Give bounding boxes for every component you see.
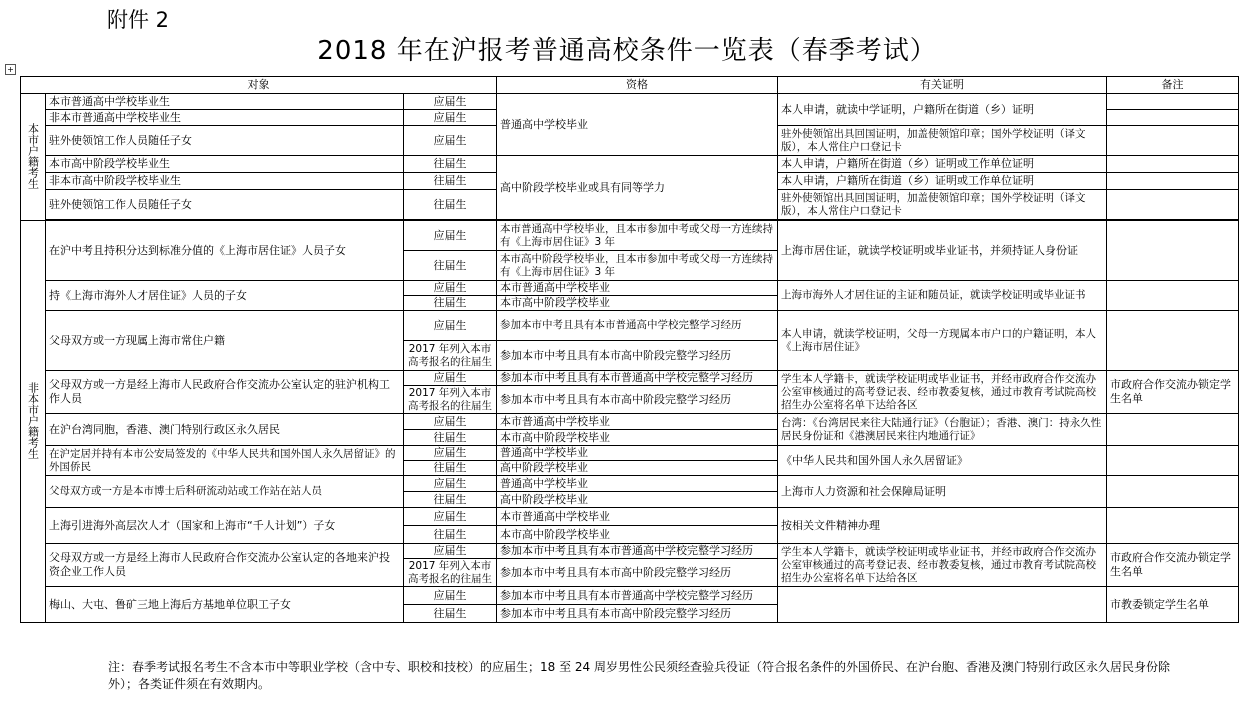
proof-cell: 本人申请，户籍所在街道（乡）证明或工作单位证明 [778,173,1107,190]
proof-cell: 本人申请，户籍所在街道（乡）证明或工作单位证明 [778,156,1107,173]
status-cell: 往届生 [404,173,497,190]
footnote: 注：春季考试报名考生不含本市中等职业学校（含中专、职校和技校）的应届生；18 至 24 周岁男性公民须经查验兵役证（符合报名条件的外国侨民、在沪台胞、香港及澳门特别行政区永久居民身份除外）；各类证件须在有效期内。 [108,660,1170,691]
qualification-cell: 高中阶段学校毕业 [497,492,778,508]
conditions-table [20,76,1239,623]
target-cell: 父母双方或一方现属上海市常住户籍 [46,311,404,371]
target-cell: 驻外使领馆工作人员随任子女 [46,190,404,220]
qualification-cell: 本市高中阶段学校毕业 [497,296,778,311]
status-cell: 应届生 [404,110,497,126]
proof-cell: 学生本人学籍卡，就读学校证明或毕业证书，并经市政府合作交流办公室审核通过的高考登记表、经市教委复核，通过市教育考试院高校招生办公室将名单下达给各区 [778,371,1107,414]
remark-cell: 市政府合作交流办锁定学生名单 [1107,371,1239,414]
remark-cell [1107,446,1239,476]
remark-cell [1107,476,1239,508]
target-cell: 在沪中考且持积分达到标准分值的《上海市居住证》人员子女 [46,221,404,281]
status-cell: 应届生 [404,446,497,461]
target-cell: 本市高中阶段学校毕业生 [46,156,404,173]
proof-cell: 按相关文件精神办理 [778,508,1107,544]
qualification-cell: 参加本市中考且具有本市高中阶段完整学习经历 [497,559,778,587]
proof-cell [778,587,1107,623]
status-cell: 往届生 [404,296,497,311]
status-cell: 往届生 [404,156,497,173]
target-cell: 父母双方或一方是本市博士后科研流动站或工作站在站人员 [46,476,404,508]
header-proof: 有关证明 [778,77,1107,94]
group-local: 本市户籍考生 [21,94,46,221]
qualification-cell: 本市高中阶段学校毕业 [497,526,778,544]
status-cell: 应届生 [404,221,497,251]
proof-cell: 学生本人学籍卡，就读学校证明或毕业证书，并经市政府合作交流办公室审核通过的高考登记表、经市教委复核，通过市教育考试院高校招生办公室将名单下达给各区 [778,544,1107,587]
page-title: 2018 年在沪报考普通高校条件一览表（春季考试） [317,36,937,66]
proof-cell: 《中华人民共和国外国人永久居留证》 [778,446,1107,476]
header-remark: 备注 [1107,77,1239,94]
status-cell: 2017 年列入本市高考报名的往届生 [404,559,497,587]
qualification-cell: 参加本市中考且具有本市高中阶段完整学习经历 [497,341,778,371]
remark-cell [1107,173,1239,190]
remark-cell [1107,126,1239,156]
proof-cell: 本人申请，就读中学证明，户籍所在街道（乡）证明 [778,94,1107,126]
status-cell: 应届生 [404,371,497,386]
remark-cell: 市教委锁定学生名单 [1107,587,1239,623]
status-cell: 2017 年列入本市高考报名的往届生 [404,341,497,371]
proof-cell: 上海市海外人才居住证的主证和随员证，就读学校证明或毕业证书 [778,281,1107,311]
proof-cell: 本人申请，就读学校证明，父母一方现属本市户口的户籍证明，本人《上海市居住证》 [778,311,1107,371]
remark-cell: 市政府合作交流办锁定学生名单 [1107,544,1239,587]
target-cell: 非本市高中阶段学校毕业生 [46,173,404,190]
group-nonlocal: 非本市户籍考生 [21,221,46,623]
table-move-handle-icon[interactable]: + [5,64,16,75]
remark-cell [1107,414,1239,446]
qualification-cell: 普通高中学校毕业 [497,94,778,156]
qualification-cell: 参加本市中考且具有本市普通高中学校完整学习经历 [497,544,778,559]
remark-cell [1107,281,1239,311]
qualification-cell: 高中阶段学校毕业或具有同等学力 [497,156,778,220]
qualification-cell: 参加本市中考且具有本市普通高中学校完整学习经历 [497,371,778,386]
status-cell: 应届生 [404,414,497,430]
qualification-cell: 高中阶段学校毕业 [497,461,778,476]
target-cell: 梅山、大屯、鲁矿三地上海后方基地单位职工子女 [46,587,404,623]
qualification-cell: 本市普通高中学校毕业，且本市参加中考或父母一方连续持有《上海市居住证》3 年 [497,221,778,251]
remark-cell [1107,94,1239,110]
remark-cell [1107,190,1239,220]
status-cell: 2017 年列入本市高考报名的往届生 [404,386,497,414]
header-target: 对象 [21,77,497,94]
status-cell: 应届生 [404,476,497,492]
qualification-cell: 本市普通高中学校毕业 [497,414,778,430]
proof-cell: 驻外使领馆出具回国证明，加盖使领馆印章；国外学校证明（译文版），本人常住户口登记卡 [778,190,1107,220]
proof-cell: 台湾：《台湾居民来往大陆通行证》（台胞证）；香港、澳门：持永久性居民身份证和《港澳居民来往内地通行证》 [778,414,1107,446]
status-cell: 往届生 [404,492,497,508]
target-cell: 驻外使领馆工作人员随任子女 [46,126,404,156]
status-cell: 往届生 [404,605,497,623]
header-qualification: 资格 [497,77,778,94]
target-cell: 父母双方或一方是经上海市人民政府合作交流办公室认定的各地来沪投资企业工作人员 [46,544,404,587]
target-cell: 持《上海市海外人才居住证》人员的子女 [46,281,404,311]
qualification-cell: 普通高中学校毕业 [497,476,778,492]
qualification-cell: 本市高中阶段学校毕业，且本市参加中考或父母一方连续持有《上海市居住证》3 年 [497,251,778,281]
status-cell: 应届生 [404,281,497,296]
status-cell: 往届生 [404,430,497,446]
target-cell: 上海引进海外高层次人才（国家和上海市“千人计划”）子女 [46,508,404,544]
qualification-cell: 普通高中学校毕业 [497,446,778,461]
proof-cell: 上海市居住证，就读学校证明或毕业证书，并须持证人身份证 [778,221,1107,281]
status-cell: 往届生 [404,526,497,544]
status-cell: 往届生 [404,461,497,476]
status-cell: 往届生 [404,190,497,220]
remark-cell [1107,311,1239,371]
target-cell: 父母双方或一方是经上海市人民政府合作交流办公室认定的驻沪机构工作人员 [46,371,404,414]
target-cell: 本市普通高中学校毕业生 [46,94,404,110]
target-cell: 在沪台湾同胞，香港、澳门特别行政区永久居民 [46,414,404,446]
remark-cell [1107,110,1239,126]
status-cell: 往届生 [404,251,497,281]
remark-cell [1107,508,1239,544]
qualification-cell: 参加本市中考且具有本市高中阶段完整学习经历 [497,605,778,623]
table-header-row [21,77,1239,94]
status-cell: 应届生 [404,544,497,559]
target-cell: 在沪定居并持有本市公安局签发的《中华人民共和国外国人永久居留证》的外国侨民 [46,446,404,476]
remark-cell [1107,156,1239,173]
remark-cell [1107,221,1239,281]
qualification-cell: 本市高中阶段学校毕业 [497,430,778,446]
attachment-label: 附件 2 [107,8,170,32]
qualification-cell: 本市普通高中学校毕业 [497,508,778,526]
status-cell: 应届生 [404,587,497,605]
qualification-cell: 参加本市中考且具有本市普通高中学校完整学习经历 [497,587,778,605]
qualification-cell: 参加本市中考且具有本市普通高中学校完整学习经历 [497,311,778,341]
proof-cell: 驻外使领馆出具回国证明，加盖使领馆印章；国外学校证明（译文版），本人常住户口登记卡 [778,126,1107,156]
proof-cell: 上海市人力资源和社会保障局证明 [778,476,1107,508]
status-cell: 应届生 [404,311,497,341]
qualification-cell: 参加本市中考且具有本市高中阶段完整学习经历 [497,386,778,414]
status-cell: 应届生 [404,126,497,156]
target-cell: 非本市普通高中学校毕业生 [46,110,404,126]
status-cell: 应届生 [404,94,497,110]
qualification-cell: 本市普通高中学校毕业 [497,281,778,296]
status-cell: 应届生 [404,508,497,526]
